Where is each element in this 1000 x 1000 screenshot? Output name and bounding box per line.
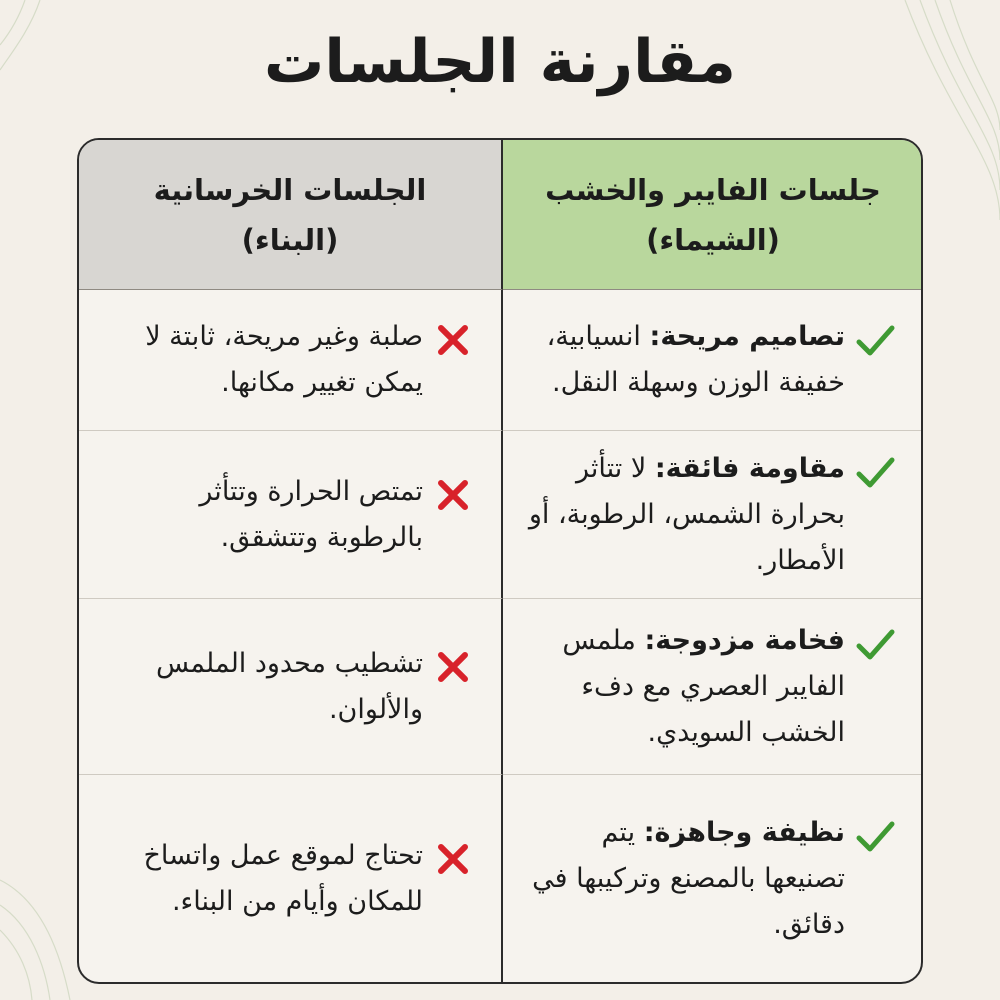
fiber-text-3: ملمس الفايبر العصري مع دفء الخشب السويدي. (562, 624, 845, 748)
fiber-label-4: نظيفة وجاهزة: (643, 816, 845, 848)
header-fiber-wood-subtitle: (الشيماء) (646, 222, 780, 257)
fiber-text-1: انسيابية، خفيفة الوزن وسهلة النقل. (546, 321, 845, 398)
header-concrete-subtitle: (البناء) (241, 222, 339, 257)
fiber-label-2: مقاومة فائقة: (654, 452, 845, 484)
header-concrete-title: الجلسات الخرسانية (153, 172, 427, 207)
check-icon (855, 320, 895, 360)
concrete-cell-2 (79, 430, 503, 598)
comparison-table (77, 138, 923, 984)
fiber-cell-4 (503, 774, 923, 982)
fiber-label-3: فخامة مزدوجة: (644, 624, 845, 656)
page-title: مقارنة الجلسات (264, 27, 736, 97)
cross-icon (433, 320, 473, 360)
check-icon (855, 816, 895, 856)
concrete-text-3: تشطيب محدود الملمس والألوان. (155, 647, 423, 725)
concrete-cell-1 (79, 290, 503, 430)
fiber-text-2: لا تتأثر بحرارة الشمس، الرطوبة، أو الأمطار. (528, 452, 845, 576)
fiber-label-1: تصاميم مريحة: (649, 321, 845, 352)
concrete-text-2: تمتص الحرارة وتتأثر بالرطوبة وتتشقق. (199, 475, 423, 553)
fiber-cell-1 (503, 290, 923, 430)
concrete-text-1: صلبة وغير مريحة، ثابتة لا يمكن تغيير مكانها. (145, 321, 423, 398)
concrete-cell-3 (79, 598, 503, 774)
concrete-cell-4 (79, 774, 503, 982)
check-icon (855, 624, 895, 664)
header-concrete (79, 140, 503, 290)
cross-icon (433, 475, 473, 515)
concrete-text-4: تحتاج لموقع عمل واتساخ للمكان وأيام من البناء. (143, 839, 423, 917)
header-fiber-wood (503, 140, 923, 290)
fiber-cell-2 (503, 430, 923, 598)
check-icon (855, 452, 895, 492)
cross-icon (433, 839, 473, 879)
fiber-text-4: يتم تصنيعها بالمصنع وتركيبها في دقائق. (532, 816, 845, 940)
header-fiber-wood-title: جلسات الفايبر والخشب (545, 172, 881, 207)
fiber-cell-3 (503, 598, 923, 774)
cross-icon (433, 647, 473, 687)
